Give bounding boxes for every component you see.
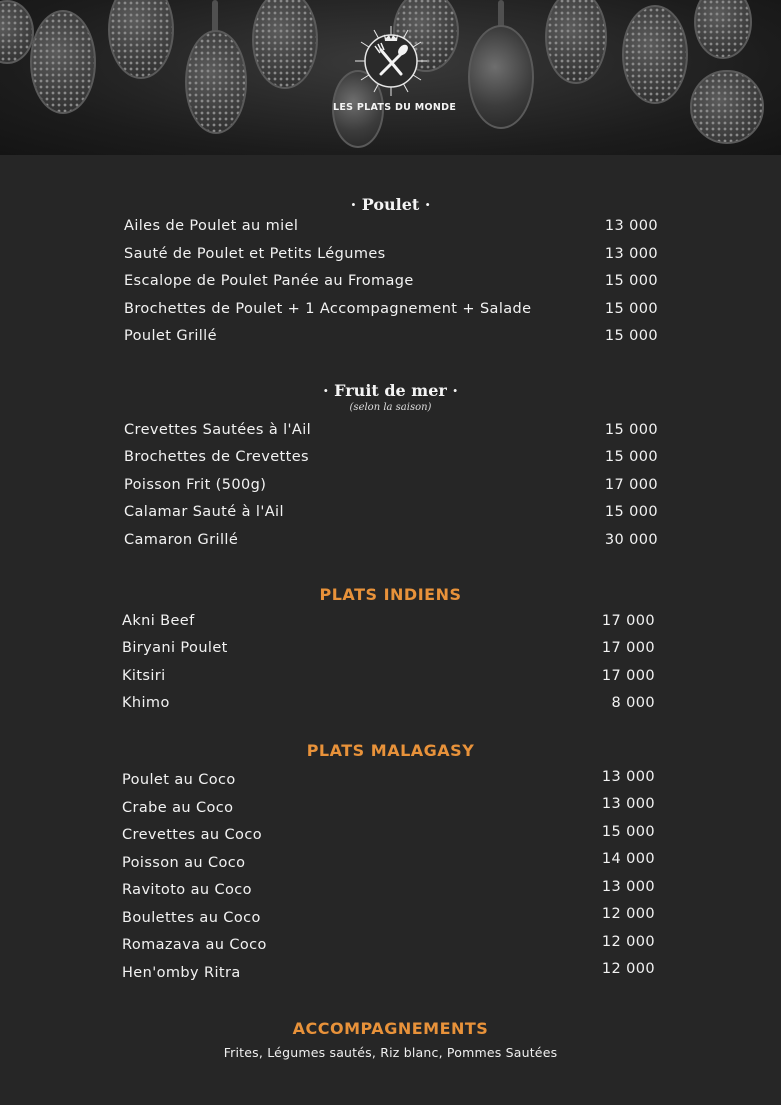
menu-item — [122, 613, 655, 633]
section-title-plats-indiens: PLATS INDIENS — [319, 585, 462, 604]
item-price: 17 000 — [601, 613, 655, 629]
section-title-accompagnements: ACCOMPAGNEMENTS — [292, 1019, 489, 1038]
item-price: 17 000 — [601, 640, 655, 656]
spoon-image — [545, 0, 607, 84]
item-price: 15 000 — [604, 301, 658, 317]
section-title-plats-malagasy: PLATS MALAGASY — [306, 741, 475, 760]
menu-item — [124, 301, 658, 321]
item-price: 15 000 — [604, 328, 658, 344]
section-subtitle: (selon la saison) — [349, 402, 432, 413]
menu-item — [122, 668, 655, 688]
fork-spoon-sunburst-icon — [351, 22, 431, 100]
spoon-image — [694, 0, 752, 59]
menu-item — [124, 504, 658, 524]
item-price: 17 000 — [601, 668, 655, 684]
menu-item — [124, 328, 658, 348]
item-name: Poisson au Coco — [122, 855, 246, 871]
item-name: Brochettes de Crevettes — [124, 449, 309, 465]
item-price: 30 000 — [604, 532, 658, 548]
item-price: 13 000 — [601, 879, 655, 895]
item-name: Sauté de Poulet et Petits Légumes — [124, 246, 386, 262]
item-price: 12 000 — [601, 934, 655, 950]
menu-item — [124, 422, 658, 442]
item-name: Akni Beef — [122, 613, 195, 629]
menu-item — [122, 879, 655, 899]
item-name: Ailes de Poulet au miel — [124, 218, 299, 234]
item-name: Escalope de Poulet Panée au Fromage — [124, 273, 414, 289]
item-price: 13 000 — [601, 769, 655, 785]
item-price: 13 000 — [601, 796, 655, 812]
spoon-image — [252, 0, 318, 89]
item-price: 15 000 — [604, 449, 658, 465]
item-price: 15 000 — [604, 504, 658, 520]
menu-item — [122, 934, 655, 954]
item-price: 15 000 — [604, 422, 658, 438]
item-name: Brochettes de Poulet + 1 Accompagnement + Salade — [124, 301, 532, 317]
spoon-image — [108, 0, 174, 79]
spoon-image — [185, 30, 247, 134]
menu-item — [122, 824, 655, 844]
item-name: Poulet Grillé — [124, 328, 217, 344]
restaurant-logo — [333, 22, 457, 122]
spoon-image — [468, 25, 534, 129]
item-price: 15 000 — [604, 273, 658, 289]
menu-item — [122, 961, 655, 981]
item-price: 8 000 — [611, 695, 655, 711]
menu-item — [124, 449, 658, 469]
item-name: Camaron Grillé — [124, 532, 239, 548]
item-name: Crabe au Coco — [122, 800, 234, 816]
logo-text: LES PLATS DU MONDE — [333, 102, 457, 113]
item-price: 17 000 — [604, 477, 658, 493]
item-name: Romazava au Coco — [122, 937, 267, 953]
menu-item — [122, 796, 655, 816]
item-price: 12 000 — [601, 961, 655, 977]
header-banner — [0, 0, 781, 155]
item-name: Hen'omby Ritra — [122, 965, 241, 981]
menu-item — [124, 273, 658, 293]
item-name: Kitsiri — [122, 668, 166, 684]
spoon-image — [0, 0, 34, 64]
item-name: Biryani Poulet — [122, 640, 228, 656]
menu-item — [124, 246, 658, 266]
item-name: Crevettes au Coco — [122, 827, 262, 843]
section-title-poulet: · Poulet · — [350, 195, 431, 214]
menu-item — [122, 851, 655, 871]
item-price: 15 000 — [601, 824, 655, 840]
item-name: Poulet au Coco — [122, 772, 236, 788]
item-price: 13 000 — [604, 218, 658, 234]
item-name: Calamar Sauté à l'Ail — [124, 504, 284, 520]
menu-item — [122, 769, 655, 789]
menu-item — [122, 906, 655, 926]
section-title-fruit-de-mer: · Fruit de mer · — [323, 381, 458, 400]
spoon-image — [30, 10, 96, 114]
item-price: 13 000 — [604, 246, 658, 262]
item-price: 14 000 — [601, 851, 655, 867]
menu-item — [122, 695, 655, 715]
menu-item — [122, 640, 655, 660]
item-name: Boulettes au Coco — [122, 910, 261, 926]
menu-item — [124, 477, 658, 497]
item-name: Khimo — [122, 695, 170, 711]
spoon-image — [622, 5, 688, 104]
item-price: 12 000 — [601, 906, 655, 922]
menu-item — [124, 218, 658, 238]
item-name: Ravitoto au Coco — [122, 882, 252, 898]
accompagnements-list: Frites, Légumes sautés, Riz blanc, Pommes Sautées — [223, 1045, 558, 1060]
item-name: Crevettes Sautées à l'Ail — [124, 422, 312, 438]
spoon-image — [690, 70, 764, 144]
item-name: Poisson Frit (500g) — [124, 477, 267, 493]
menu-item — [124, 532, 658, 552]
